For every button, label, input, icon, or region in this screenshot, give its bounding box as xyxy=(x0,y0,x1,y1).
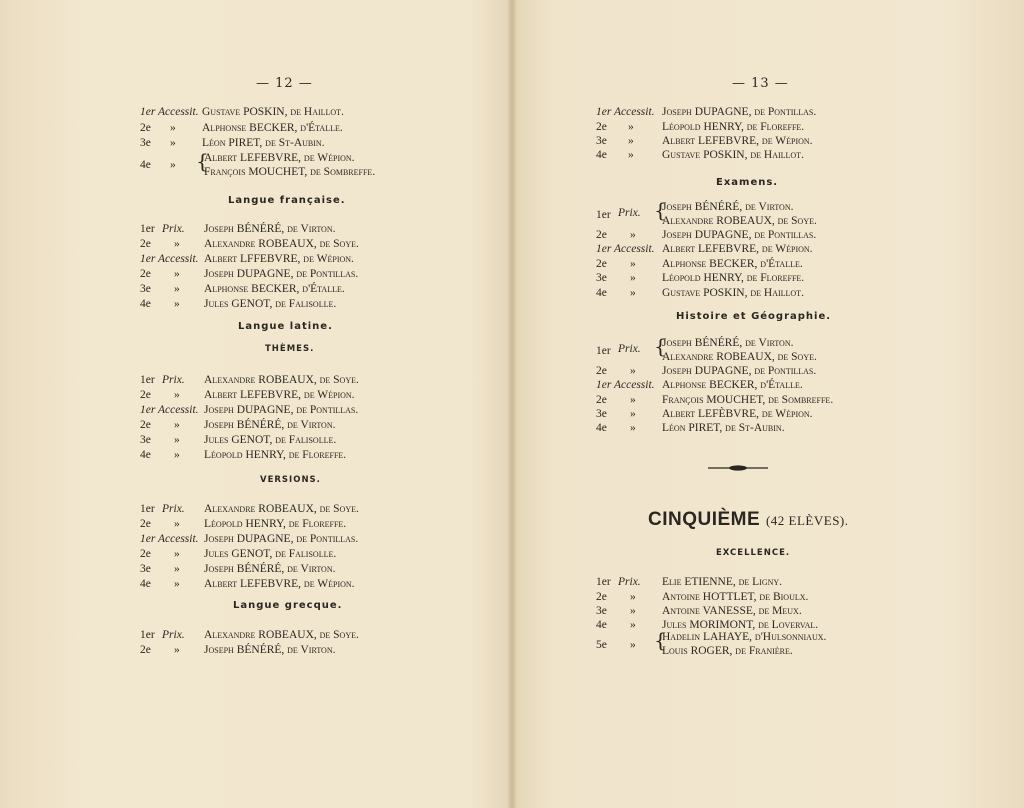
rank: 3e xyxy=(596,272,607,284)
name: Louis ROGER, de Franière. xyxy=(662,645,793,657)
section-title: Langue latine. xyxy=(238,321,333,332)
brace: { xyxy=(654,628,667,652)
name: Gustave POSKIN, de Haillot. xyxy=(662,287,804,299)
rank: 1er xyxy=(140,374,155,386)
ditto-mark: » xyxy=(174,548,180,560)
rank: 4e xyxy=(140,578,151,590)
rank: 2e xyxy=(140,644,151,656)
rank: 4e xyxy=(596,287,607,299)
name: Léon PIRET, de St-Aubin. xyxy=(662,422,785,434)
prix-label: Prix. xyxy=(618,576,641,588)
rank: 1er Accessit. xyxy=(140,253,199,265)
name: Léopold HENRY, de Floreffe. xyxy=(204,518,347,530)
name: Antoine VANESSE, de Meux. xyxy=(662,605,802,617)
name: Elie ETIENNE, de Ligny. xyxy=(662,576,783,588)
ditto-mark: » xyxy=(174,578,180,590)
brace: { xyxy=(654,198,667,222)
class-count: (42 ELÈVES). xyxy=(765,513,849,528)
name: Albert LEFEBVRE, de Wépion. xyxy=(204,578,355,590)
ditto-mark: » xyxy=(630,365,636,377)
ditto-mark: » xyxy=(174,419,180,431)
name: Joseph DUPAGNE, de Pontillas. xyxy=(204,404,359,416)
ditto-mark: » xyxy=(630,639,636,651)
ditto-mark: » xyxy=(174,563,180,575)
rank: 1er xyxy=(140,223,155,235)
name: Alexandre ROBEAUX, de Soye. xyxy=(662,351,817,363)
name: Joseph DUPAGNE, de Pontillas. xyxy=(204,268,359,280)
ditto-mark: » xyxy=(174,298,180,310)
name: Joseph DUPAGNE, de Pontillas. xyxy=(204,533,359,545)
prix-label: Prix. xyxy=(162,503,185,515)
ditto-mark: » xyxy=(170,122,176,134)
page-number: — 13 — xyxy=(732,76,789,91)
rank: 4e xyxy=(140,449,151,461)
rank: 2e xyxy=(140,238,151,250)
name: Joseph DUPAGNE, de Pontillas. xyxy=(662,106,817,118)
divider-ornament xyxy=(708,464,768,472)
rank: 2e xyxy=(140,548,151,560)
ditto-mark: » xyxy=(170,137,176,149)
prix-label: Prix. xyxy=(162,374,185,386)
rank: 2e xyxy=(140,419,151,431)
name: Alphonse BECKER, d'Étalle. xyxy=(662,258,803,270)
rank: 3e xyxy=(140,283,151,295)
name: Léopold HENRY, de Floreffe. xyxy=(662,272,805,284)
rank: 4e xyxy=(140,298,151,310)
ditto-mark: » xyxy=(628,121,634,133)
rank: 1er Accessit. xyxy=(140,533,199,545)
section-subtitle: EXCELLENCE. xyxy=(716,548,791,558)
name: Alphonse BECKER, d'Étalle. xyxy=(202,122,343,134)
class-title xyxy=(648,509,849,531)
ditto-mark: » xyxy=(174,434,180,446)
name: Léopold HENRY, de Floreffe. xyxy=(204,449,347,461)
section-title: Langue grecque. xyxy=(233,600,343,611)
rank: 2e xyxy=(596,121,607,133)
ditto-mark: » xyxy=(630,287,636,299)
name: Joseph BÉNÉRÉ, de Virton. xyxy=(204,563,336,575)
section-subtitle: VERSIONS. xyxy=(260,475,321,485)
ditto-mark: » xyxy=(174,389,180,401)
ditto-mark: » xyxy=(630,605,636,617)
name: Alexandre ROBEAUX, de Soye. xyxy=(204,503,359,515)
name: Joseph BÉNÉRÉ, de Virton. xyxy=(204,419,336,431)
rank: 3e xyxy=(140,137,151,149)
ditto-mark: » xyxy=(174,644,180,656)
name: François MOUCHET, de Sombreffe. xyxy=(204,166,376,178)
name: Alexandre ROBEAUX, de Soye. xyxy=(204,238,359,250)
name: Alphonse BECKER, d'Étalle. xyxy=(204,283,345,295)
rank: 3e xyxy=(596,605,607,617)
name: Jules GENOT, de Falisolle. xyxy=(204,298,337,310)
name: Albert LEFÈBVRE, de Wépion. xyxy=(662,408,813,420)
rank: 2e xyxy=(140,122,151,134)
name: Hadelin LAHAYE, d'Hulsonniaux. xyxy=(662,631,827,643)
rank: 2e xyxy=(140,518,151,530)
ditto-mark: » xyxy=(174,283,180,295)
rank: 2e xyxy=(596,365,607,377)
name: Alphonse BECKER, d'Étalle. xyxy=(662,379,803,391)
rank: 3e xyxy=(596,408,607,420)
name: Albert LEFEBVRE, de Wépion. xyxy=(204,389,355,401)
brace: { xyxy=(196,149,209,173)
name: Alexandre ROBEAUX, de Soye. xyxy=(662,215,817,227)
rank: 1er xyxy=(596,209,611,221)
page-number: — 12 — xyxy=(256,76,313,91)
ditto-mark: » xyxy=(630,272,636,284)
rank: 2e xyxy=(140,268,151,280)
ditto-mark: » xyxy=(170,159,176,171)
rank: 1er Accessit. xyxy=(140,404,199,416)
name: Léopold HENRY, de Floreffe. xyxy=(662,121,805,133)
prix-label: Prix. xyxy=(162,223,185,235)
rank: 4e xyxy=(596,619,607,631)
ditto-mark: » xyxy=(628,135,634,147)
name: François MOUCHET, de Sombreffe. xyxy=(662,394,834,406)
ditto-mark: » xyxy=(630,422,636,434)
name: Alexandre ROBEAUX, de Soye. xyxy=(204,374,359,386)
ditto-mark: » xyxy=(630,394,636,406)
name: Joseph DUPAGNE, de Pontillas. xyxy=(662,229,817,241)
prix-label: Prix. xyxy=(618,207,641,219)
name: Albert LEFEBVRE, de Wépion. xyxy=(662,243,813,255)
ditto-mark: » xyxy=(174,268,180,280)
ditto-mark: » xyxy=(630,591,636,603)
name: Jules GENOT, de Falisolle. xyxy=(204,434,337,446)
rank: 1er Accessit. xyxy=(596,379,655,391)
class-title-text: CINQUIÈME xyxy=(648,509,761,530)
brace: { xyxy=(654,334,667,358)
rank: 2e xyxy=(596,229,607,241)
section-title: Examens. xyxy=(716,177,779,188)
rank: 3e xyxy=(140,434,151,446)
name: Albert LEFEBVRE, de Wépion. xyxy=(204,152,355,164)
ditto-mark: » xyxy=(174,518,180,530)
name: Albert LFFEBVRE, de Wépion. xyxy=(204,253,354,265)
name: Léon PIRET, de St-Aubin. xyxy=(202,137,325,149)
section-subtitle: THÈMES. xyxy=(265,344,315,354)
rank: 1er xyxy=(596,576,611,588)
section-title: Langue française. xyxy=(228,195,346,206)
rank: 2e xyxy=(140,389,151,401)
rank: 3e xyxy=(596,135,607,147)
section-title: Histoire et Géographie. xyxy=(676,311,832,322)
right-page xyxy=(512,0,1024,808)
rank: 1er Accessit. xyxy=(596,243,655,255)
rank: 1er Accessit. xyxy=(596,106,655,118)
rank: 3e xyxy=(140,563,151,575)
rank: 2e xyxy=(596,258,607,270)
ditto-mark: » xyxy=(174,238,180,250)
name: Jules MORIMONT, de Loverval. xyxy=(662,619,819,631)
name: Joseph BÉNÉRÉ, de Virton. xyxy=(662,201,794,213)
name: Joseph BÉNÉRÉ, de Virton. xyxy=(662,337,794,349)
ditto-mark: » xyxy=(630,619,636,631)
rank: 5e xyxy=(596,639,607,651)
rank: 2e xyxy=(596,394,607,406)
prix-label: Prix. xyxy=(618,343,641,355)
name: Jules GENOT, de Falisolle. xyxy=(204,548,337,560)
name: Joseph BÉNÉRÉ, de Virton. xyxy=(204,644,336,656)
name: Joseph DUPAGNE, de Pontillas. xyxy=(662,365,817,377)
rank: 1er xyxy=(140,503,155,515)
name: Gustave POSKIN, de Haillot. xyxy=(662,149,804,161)
rank: 4e xyxy=(596,422,607,434)
rank: 4e xyxy=(596,149,607,161)
ditto-mark: » xyxy=(174,449,180,461)
rank: 2e xyxy=(596,591,607,603)
name: Alexandre ROBEAUX, de Soye. xyxy=(204,629,359,641)
ditto-mark: » xyxy=(630,229,636,241)
prix-label: Prix. xyxy=(162,629,185,641)
name: Albert LEFEBVRE, de Wépion. xyxy=(662,135,813,147)
rank: 1er xyxy=(140,629,155,641)
ditto-mark: » xyxy=(630,408,636,420)
rank: 1er xyxy=(596,345,611,357)
rank: 1er Accessit. xyxy=(140,106,199,118)
ditto-mark: » xyxy=(628,149,634,161)
name: Antoine HOTTLET, de Bioulx. xyxy=(662,591,809,603)
rank: 4e xyxy=(140,159,151,171)
name: Gustave POSKIN, de Haillot. xyxy=(202,106,344,118)
ditto-mark: » xyxy=(630,258,636,270)
name: Joseph BÉNÉRÉ, de Virton. xyxy=(204,223,336,235)
